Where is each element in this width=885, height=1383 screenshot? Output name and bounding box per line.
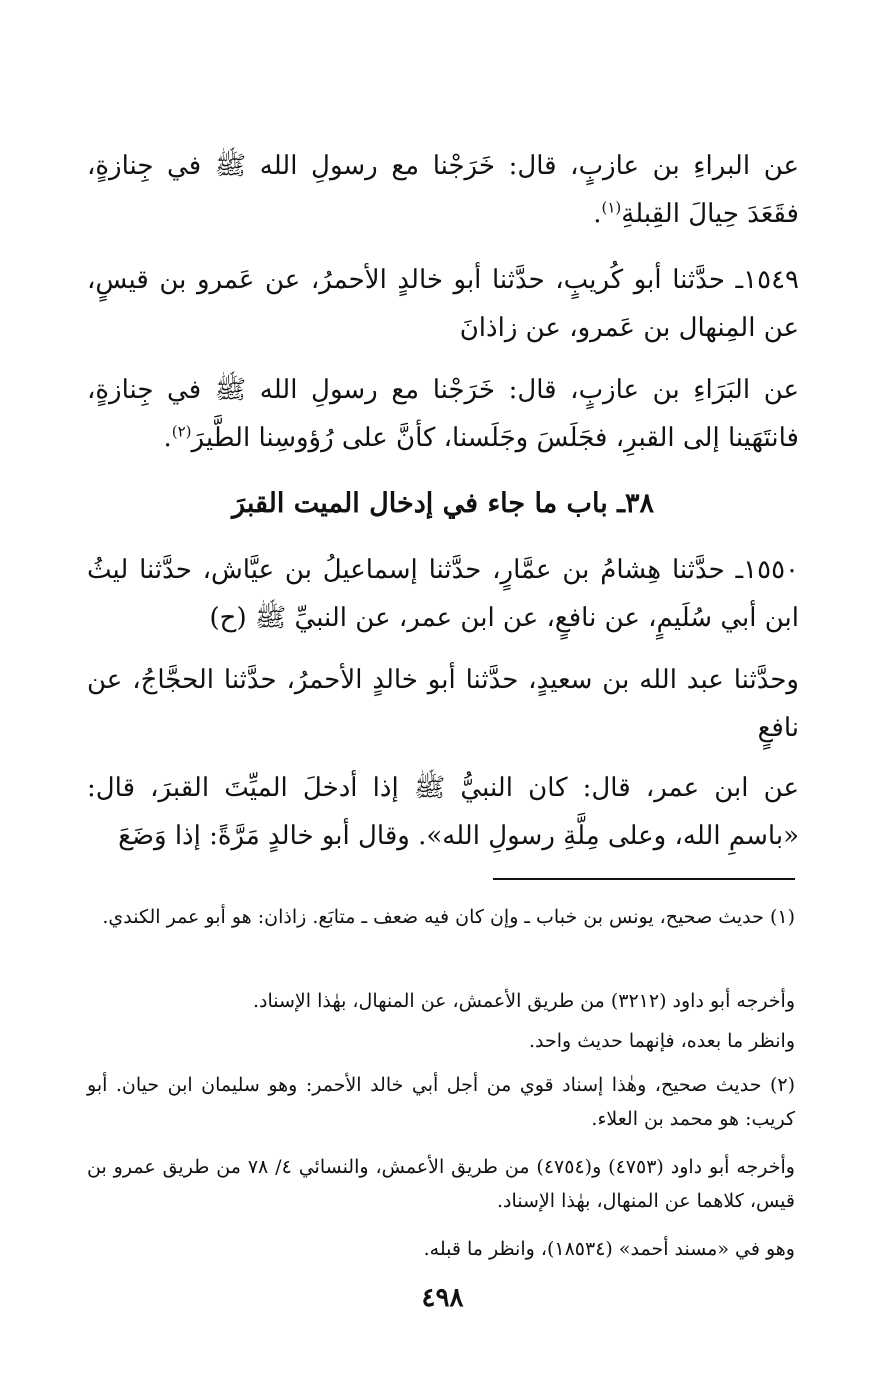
paragraph-2: ١٥٤٩ـ حدَّثنا أبو كُريبٍ، حدَّثنا أبو خالدٍ الأحمرُ، عن عَمرو بن قيسٍ، عن المِنهال بن عَمرو، عن زاذانَ: [87, 265, 799, 343]
paragraph-4: ١٥٥٠ـ حدَّثنا هِشامُ بن عمَّارٍ، حدَّثنا إسماعيلُ بن عيَّاش، حدَّثنا ليثُ ابن أبي سُلَيمٍ، عن نافعٍ، عن ابن عمر، عن النبيِّ ﷺ (ح): [87, 555, 799, 633]
footnote-1: (١) حديث صحيح، يونس بن خباب ـ وإن كان فيه ضعف ـ متابَع. زاذان: هو أبو عمر الكندي.: [102, 906, 795, 928]
page-number: ٤٩٨: [421, 1283, 464, 1313]
footnote-6: وهو في «مسند أحمد» (١٨٥٣٤)، وانظر ما قبله.: [423, 1238, 795, 1260]
paragraph-3: عن البَرَاءِ بن عازبٍ، قال: خَرَجْنا مع رسولِ الله ﷺ في جِنازةٍ، فانتَهَينا إلى القبرِ، فجَلَسَ وجَلَسنا، كأنَّ على رُؤوسِنا الطَّيرَ$^{(٢)}$.: [87, 375, 799, 453]
footnote-3: وانظر ما بعده، فإنهما حديث واحد.: [528, 1030, 795, 1052]
chapter-heading: ٣٨ـ باب ما جاء في إدخال الميت القبرَ: [231, 488, 655, 519]
footnote-separator: [493, 878, 795, 880]
footnote-ref-1[interactable]: (١): [601, 198, 622, 217]
paragraph-6: عن ابن عمر، قال: كان النبيُّ ﷺ إذا أدخلَ الميِّتَ القبرَ، قال: «باسمِ الله، وعلى مِلَّةِ رسولِ الله». وقال أبو خالدٍ مَرَّةً: إذا وَضَعَ: [87, 773, 799, 851]
footnote-2: وأخرجه أبو داود (٣٢١٢) من طريق الأعمش، عن المنهال، بهٰذا الإسناد.: [252, 990, 795, 1012]
paragraph-5: وحدَّثنا عبد الله بن سعيدٍ، حدَّثنا أبو خالدٍ الأحمرُ، حدَّثنا الحجَّاجُ، عن نافعٍ: [87, 665, 799, 743]
footnote-4: (٢) حديث صحيح، وهٰذا إسناد قوي من أجل أبي خالد الأحمر: وهو سليمان ابن حيان. أبو كريب: هو محمد بن العلاء.: [87, 1074, 795, 1130]
paragraph-1: عن البراءِ بن عازبٍ، قال: خَرَجْنا مع رسولِ الله ﷺ في جِنازةٍ، فقَعَدَ حِيالَ القِبلةِ$^{(١)}$.: [87, 151, 799, 229]
footnote-ref-2[interactable]: (٢): [171, 422, 192, 441]
footnote-5: وأخرجه أبو داود (٤٧٥٣) و(٤٧٥٤) من طريق الأعمش، والنسائي ٤/ ٧٨ من طريق عمرو بن قيس، كلاهما عن المنهال، بهٰذا الإسناد.: [87, 1156, 795, 1212]
